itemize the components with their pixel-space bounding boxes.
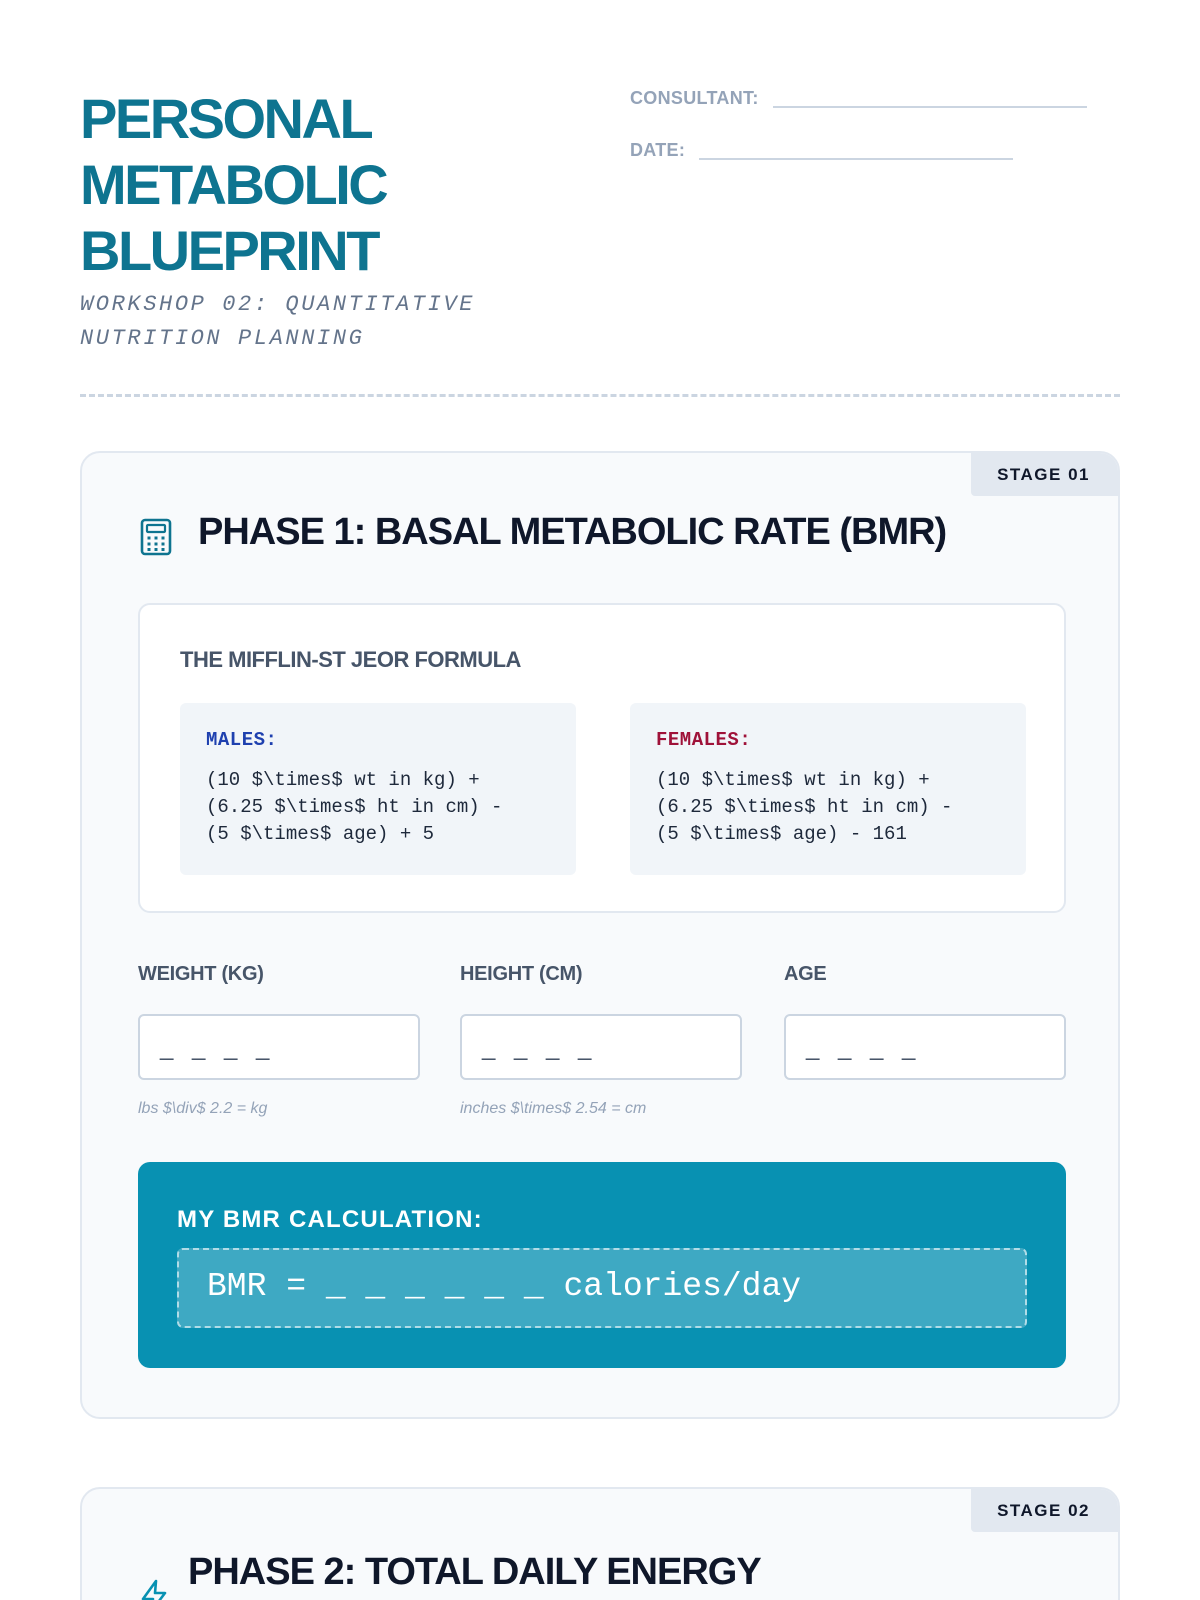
- weight-input[interactable]: _ _ _ _: [138, 1014, 420, 1080]
- date-row: [630, 140, 1013, 161]
- males-formula-card: [180, 703, 576, 875]
- consultant-field[interactable]: [773, 106, 1087, 108]
- males-formula-line-2: (6.25 $\times$ ht in cm) -: [206, 796, 503, 818]
- bmr-label: MY BMR CALCULATION:: [177, 1206, 483, 1233]
- date-field[interactable]: [699, 158, 1013, 160]
- males-formula: [206, 767, 550, 848]
- subtitle-line-2: NUTRITION PLANNING: [80, 326, 365, 351]
- title-line-2: METABOLIC: [80, 153, 387, 216]
- females-formula-line-2: (6.25 $\times$ ht in cm) -: [656, 796, 953, 818]
- bmr-calculation-panel: [138, 1162, 1066, 1368]
- height-input[interactable]: _ _ _ _: [460, 1014, 742, 1080]
- weight-hint: lbs $\div$ 2.2 = kg: [138, 1100, 268, 1117]
- phase-2-title: PHASE 2: TOTAL DAILY ENERGY: [188, 1551, 761, 1593]
- stage-2-tag: STAGE 02: [971, 1489, 1118, 1532]
- males-formula-line-1: (10 $\times$ wt in kg) +: [206, 769, 480, 791]
- phase-1-title: PHASE 1: BASAL METABOLIC RATE (BMR): [198, 511, 947, 553]
- females-formula-card: [630, 703, 1026, 875]
- lightning-icon: [138, 1579, 170, 1600]
- females-formula-line-1: (10 $\times$ wt in kg) +: [656, 769, 930, 791]
- calculator-icon: [139, 518, 173, 556]
- stage-1-card: [80, 451, 1120, 1419]
- page-title: [80, 86, 386, 284]
- subtitle-line-1: WORKSHOP 02: QUANTITATIVE: [80, 292, 476, 317]
- stage-1-tag: STAGE 01: [971, 453, 1118, 496]
- height-hint: inches $\times$ 2.54 = cm: [460, 1100, 647, 1117]
- stage-2-card: [80, 1487, 1120, 1600]
- females-formula: [656, 767, 1000, 848]
- females-formula-line-3: (5 $\times$ age) - 161: [656, 823, 907, 845]
- consultant-row: [630, 88, 1087, 109]
- date-label: DATE:: [630, 140, 686, 160]
- page-subtitle: [80, 288, 475, 356]
- title-line-3: BLUEPRINT: [80, 219, 378, 282]
- formula-heading: THE MIFFLIN-ST JEOR FORMULA: [180, 647, 521, 672]
- consultant-label: CONSULTANT:: [630, 88, 759, 108]
- bmr-input[interactable]: BMR = _ _ _ _ _ _ calories/day: [177, 1248, 1027, 1328]
- title-line-1: PERSONAL: [80, 87, 372, 150]
- weight-label: WEIGHT (KG): [138, 963, 264, 985]
- females-label: FEMALES:: [656, 729, 752, 751]
- males-label: MALES:: [206, 729, 278, 751]
- formula-box: [138, 603, 1066, 913]
- age-label: AGE: [784, 963, 827, 985]
- height-label: HEIGHT (CM): [460, 963, 583, 985]
- males-formula-line-3: (5 $\times$ age) + 5: [206, 823, 435, 845]
- age-input[interactable]: _ _ _ _: [784, 1014, 1066, 1080]
- header-divider: [80, 394, 1120, 397]
